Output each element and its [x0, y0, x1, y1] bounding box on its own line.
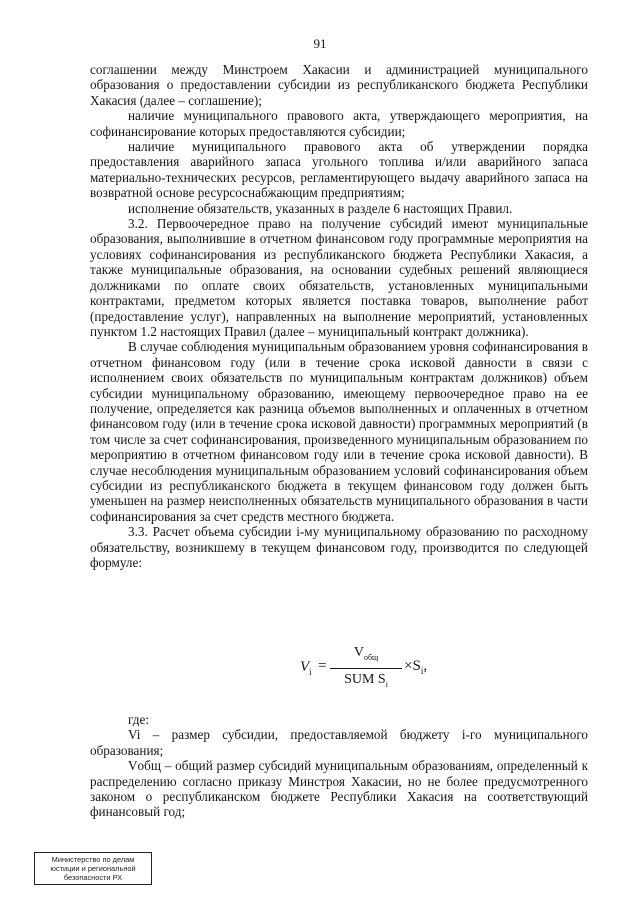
- formula-num-sub: общ: [363, 652, 379, 662]
- formula-rhs-sub: i: [420, 666, 424, 676]
- paragraph: 3.3. Расчет объема субсидии i-му муниципальному образованию по расходному обязательству, возникшему в текущем финансовом году, производится по следующей формуле:: [90, 524, 588, 570]
- formula-numerator: [330, 644, 402, 667]
- formula-denominator: [330, 671, 402, 694]
- paragraph: Vi – размер субсидии, предоставляемой бюджету i-го муниципального образования;: [90, 727, 588, 758]
- paragraph: 3.2. Первоочередное право на получение субсидий имеют муниципальные образования, выполнившие в отчетном финансовом году программные мероприятия на условиях софинансирования из республиканского бюджета Республики Хакасия, а также муниципальные образования, на основании судебных решений являющиеся должниками по оплате своих обязательств, установленных муниципальными контрактами, предметом которых является поставка товаров, выполнение работ (предоставление услуг), направленных на выполнение мероприятий, установленных пунктом 1.2 настоящих Правил (далее – муниципальный контракт должника).: [90, 216, 588, 339]
- formula-tail: ,: [423, 658, 428, 674]
- formula-rhs: [404, 658, 427, 676]
- stamp-line: безопасности РХ: [63, 873, 123, 882]
- document-body-top: [90, 62, 588, 570]
- fraction-bar: [330, 668, 402, 669]
- formula-rhs-var: ×S: [404, 658, 421, 674]
- formula-lhs: [300, 659, 312, 677]
- page-number: 91: [313, 36, 327, 51]
- paragraph: Vобщ – общий размер субсидий муниципальным образованиям, определенный к распределению согласно приказу Минстроя Хакасии, но не более предусмотренного законом о республиканском бюджете Республики Хакасия на соответствующий финансовый год;: [90, 758, 588, 820]
- paragraph: В случае соблюдения муниципальным образованием уровня софинансирования в отчетном финансовом году (или в течение срока исковой давности в связи с исполнением своих обязательств по муниципальным контрактам должников) объем субсидии муниципальному образованию, имеющему первоочередное право на ее получение, определяется как разница объемов выполненных и оплаченных в отчетном финансовом году (или в течение срока исковой давности) программных мероприятий (в том числе за счет софинансирования, произведенного муниципальным образованием по мероприятию в отчетном финансовом году или в течение срока исковой давности). В случае несоблюдения муниципальным образованием условий софинансирования объем субсидии из республиканского бюджета в текущем финансовом году должен быть уменьшен на размер неисполненных обязательств муниципального образования в части софинансирования за счет средств местного бюджета.: [90, 339, 588, 524]
- formula-den-sub: i: [385, 679, 388, 689]
- document-body-bottom: [90, 712, 588, 820]
- paragraph: соглашении между Минстроем Хакасии и администрацией муниципального образования о предоставлении субсидии из республиканского бюджета Республики Хакасия (далее – соглашение);: [90, 62, 588, 108]
- formula-lhs-var: V: [300, 659, 310, 675]
- stamp-line: Министерство по делам: [51, 855, 135, 864]
- paragraph: наличие муниципального правового акта, утверждающего мероприятия, на софинансирование которых предоставляются субсидии;: [90, 108, 588, 139]
- stamp-line: юстиции и региональной: [50, 864, 136, 873]
- formula-lhs-sub: i: [309, 667, 312, 677]
- formula-num-var: V: [353, 645, 364, 660]
- subsidy-formula: [300, 644, 430, 694]
- formula-fraction: [330, 644, 402, 694]
- formula-equals: =: [318, 658, 327, 674]
- paragraph: наличие муниципального правового акта об утверждении порядка предоставления аварийного запаса угольного топлива и/или аварийного запаса материально-технических ресурсов, регламентирующего выдачу аварийного запаса на возвратной основе ресурсоснабжающим предприятиям;: [90, 139, 588, 201]
- paragraph: исполнение обязательств, указанных в разделе 6 настоящих Правил.: [128, 200, 513, 216]
- formula-den-var: SUM S: [344, 671, 386, 687]
- registration-stamp: [34, 852, 152, 885]
- paragraph: где:: [128, 712, 149, 727]
